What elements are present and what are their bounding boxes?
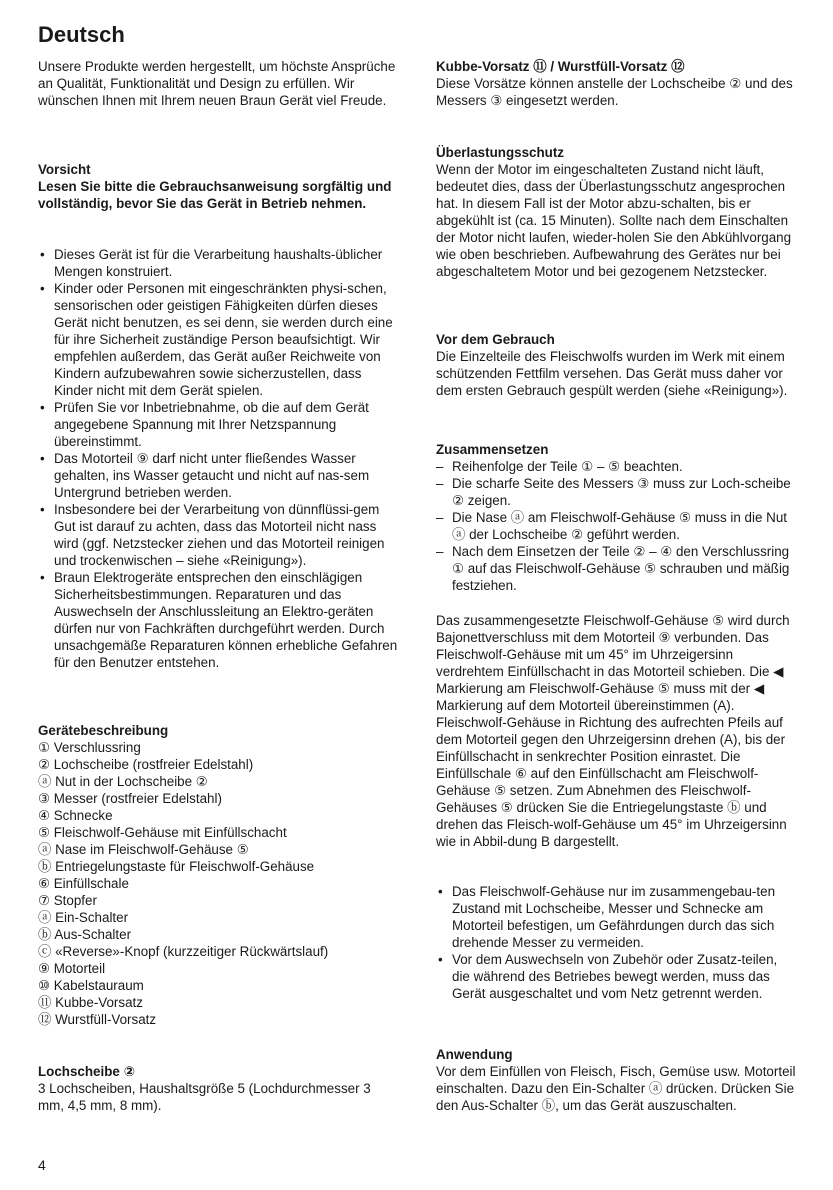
list-item: • Braun Elektrogeräte entsprechen den einschlägigen Sicherheitsbestimmungen. Reparaturen und das Auswechseln der Anschlussleitung an Elektro-geräten dürfen nur von Fachkräften durchgeführt werden. Durch unsachgemäße Reparaturen können erhebliche Gefahren für den Benutzer entstehen.: [38, 569, 400, 671]
list-item: • Dieses Gerät ist für die Verarbeitung haushalts-üblicher Mengen konstruiert.: [38, 246, 400, 280]
assembly-paragraph: [436, 612, 798, 850]
ueberlastung-text: Wenn der Motor im eingeschalteten Zustand nicht läuft, bedeutet dies, dass der Überlastungsschutz angesprochen hat. In diesem Fall ist der Motor abzu-schalten, bis er abgekühlt ist (ca. 15 Minuten). Sollte nach dem Einschalten der Motor nicht laufen, wieder-holen Sie den Abkühlvorgang wie oben beschrieben. Aufbewahrung des Gerätes nur bei abgeschaltetem Motor und bei gezogenem Netzstecker.: [436, 162, 792, 279]
kubbe-text: Diese Vorsätze können anstelle der Lochscheibe ② und des Messers ③ eingesetzt werden.: [436, 76, 793, 108]
part-item: ⑤ Fleischwolf-Gehäuse mit Einfüllschacht: [38, 825, 287, 840]
part-item: ⓐ Nut in der Lochscheibe ②: [38, 774, 208, 789]
intro-text: Unsere Produkte werden hergestellt, um höchste Ansprüche an Qualität, Funktionalität und Design zu erfüllen. Wir wünschen Ihnen mit Ihrem neuen Braun Gerät viel Freude.: [38, 59, 396, 108]
part-item: ⑪ Kubbe-Vorsatz: [38, 995, 143, 1010]
step-item: – Die Nase ⓐ am Fleischwolf-Gehäuse ⑤ muss in die Nut ⓐ der Lochscheibe ② geführt werden.: [436, 509, 798, 543]
vorsicht-warning: Lesen Sie bitte die Gebrauchsanweisung sorgfältig und vollständig, bevor Sie das Gerät in Betrieb nehmen.: [38, 179, 392, 211]
list-item: • Vor dem Auswechseln von Zubehör oder Zusatz-teilen, die während des Betriebes bewegt werden, muss das Gerät ausgeschaltet und vom Netz getrennt werden.: [436, 951, 798, 1002]
geraetebeschreibung-heading: Gerätebeschreibung: [38, 723, 169, 738]
part-item: ⑩ Kabelstauraum: [38, 978, 144, 993]
part-item: ③ Messer (rostfreier Edelstahl): [38, 791, 222, 806]
part-item: ④ Schnecke: [38, 808, 113, 823]
page-number: 4: [38, 1157, 46, 1173]
step-item: – Reihenfolge der Teile ① – ⑤ beachten.: [436, 458, 798, 475]
part-item: ⑥ Einfüllschale: [38, 876, 129, 891]
kubbe-heading: Kubbe-Vorsatz ⑪ / Wurstfüll-Vorsatz ⑫: [436, 59, 685, 74]
zusammensetzen-section: [436, 441, 798, 594]
vorgebrauch-section: [436, 331, 798, 399]
part-item: ⓐ Ein-Schalter: [38, 910, 129, 925]
anwendung-section: [436, 1046, 798, 1114]
assembly-bullets: [436, 883, 798, 1002]
anwendung-text: Vor dem Einfüllen von Fleisch, Fisch, Gemüse usw. Motorteil einschalten. Dazu den Ein-Schalter ⓐ drücken. Drücken Sie den Aus-Schalter ⓑ, um das Gerät auszuschalten.: [436, 1064, 796, 1113]
intro-section: [38, 58, 400, 109]
part-item: ⓒ «Reverse»-Knopf (kurzzeitiger Rückwärtslauf): [38, 944, 329, 959]
ueberlastung-section: [436, 144, 798, 280]
page-title: Deutsch: [38, 22, 125, 47]
list-item: • Insbesondere bei der Verarbeitung von dünnflüssi-gem Gut ist darauf zu achten, dass das Motorteil nicht nass wird (ggf. Netzstecker ziehen und das Motorteil reinigen und trockenwischen – siehe «Reinigung»).: [38, 501, 400, 569]
list-item: • Das Fleischwolf-Gehäuse nur im zusammengebau-ten Zustand mit Lochscheibe, Messer und Schnecke am Motorteil befestigen, um Gefährdungen durch das sich drehende Messer zu vermeiden.: [436, 883, 798, 951]
part-item: ⑨ Motorteil: [38, 961, 106, 976]
lochscheibe-text: 3 Lochscheiben, Haushaltsgröße 5 (Lochdurchmesser 3 mm, 4,5 mm, 8 mm).: [38, 1081, 371, 1113]
lochscheibe-section: [38, 1063, 400, 1114]
lochscheibe-heading: Lochscheibe ②: [38, 1064, 135, 1079]
vorgebrauch-text: Die Einzelteile des Fleischwolfs wurden im Werk mit einem schützenden Fettfilm versehen. Das Gerät muss daher vor dem ersten Gebrauch gespült werden (siehe «Reinigung»).: [436, 349, 788, 398]
part-item: ⑫ Wurstfüll-Vorsatz: [38, 1012, 157, 1027]
part-item: ⓐ Nase im Fleischwolf-Gehäuse ⑤: [38, 842, 249, 857]
ueberlastung-heading: Überlastungsschutz: [436, 145, 564, 160]
part-item: ⓑ Aus-Schalter: [38, 927, 132, 942]
assembly-text: Das zusammengesetzte Fleischwolf-Gehäuse ⑤ wird durch Bajonettverschluss mit dem Motorteil ⑨ verbunden. Das Fleischwolf-Gehäuse mit um 45° im Uhrzeigersinn verdrehtem Einfüllschacht in das Motorteil schieben. Die ◀ Markierung am Fleischwolf-Gehäuse ⑤ muss mit der ◀ Markierung auf dem Motorteil übereinstimmen (A). Fleischwolf-Gehäuse in Richtung des aufrechten Pfeils auf dem Motorteil gegen den Uhrzeigersinn drehen (A), bis der Einfüllschacht in senkrechter Position einrastet. Die Einfüllschale ⑥ auf den Einfüllschacht am Fleischwolf-Gehäuse ⑤ setzen. Zum Abnehmen des Fleischwolf-Gehäuses ⑤ drücken Sie die Entriegelungstaste ⓑ und drehen das Fleisch-wolf-Gehäuse um 45° im Uhrzeigersinn wie in Abbil-dung B dargestellt.: [436, 613, 790, 849]
list-item: • Kinder oder Personen mit eingeschränkten physi-schen, sensorischen oder geistigen Fähigkeiten dürfen dieses Gerät nicht benutzen, es sei denn, sie werden durch eine für ihre Sicherheit zuständige Person beaufsichtigt. Wir empfehlen außerdem, das Gerät außer Reichweite von Kindern aufzubewahren sowie sicherzustellen, dass Kinder nicht mit dem Gerät spielen.: [38, 280, 400, 399]
vorgebrauch-heading: Vor dem Gebrauch: [436, 332, 555, 347]
kubbe-section: [436, 58, 798, 109]
part-item: ① Verschlussring: [38, 740, 141, 755]
anwendung-heading: Anwendung: [436, 1047, 513, 1062]
geraetebeschreibung-section: [38, 722, 400, 1028]
step-item: – Die scharfe Seite des Messers ③ muss zur Loch-scheibe ② zeigen.: [436, 475, 798, 509]
vorsicht-bullets: [38, 246, 400, 671]
vorsicht-heading: Vorsicht: [38, 162, 91, 177]
part-item: ⑦ Stopfer: [38, 893, 97, 908]
part-item: ② Lochscheibe (rostfreier Edelstahl): [38, 757, 254, 772]
step-item: – Nach dem Einsetzen der Teile ② – ④ den Verschlussring ① auf das Fleischwolf-Gehäuse ⑤ schrauben und mäßig festziehen.: [436, 543, 798, 594]
list-item: • Das Motorteil ⑨ darf nicht unter fließendes Wasser gehalten, ins Wasser getaucht und nicht auf nas-sem Untergrund betrieben werden.: [38, 450, 400, 501]
part-item: ⓑ Entriegelungstaste für Fleischwolf-Gehäuse: [38, 859, 315, 874]
vorsicht-section: [38, 161, 400, 212]
zusammensetzen-heading: Zusammensetzen: [436, 442, 549, 457]
list-item: • Prüfen Sie vor Inbetriebnahme, ob die auf dem Gerät angegebene Spannung mit Ihrer Netzspannung übereinstimmt.: [38, 399, 400, 450]
